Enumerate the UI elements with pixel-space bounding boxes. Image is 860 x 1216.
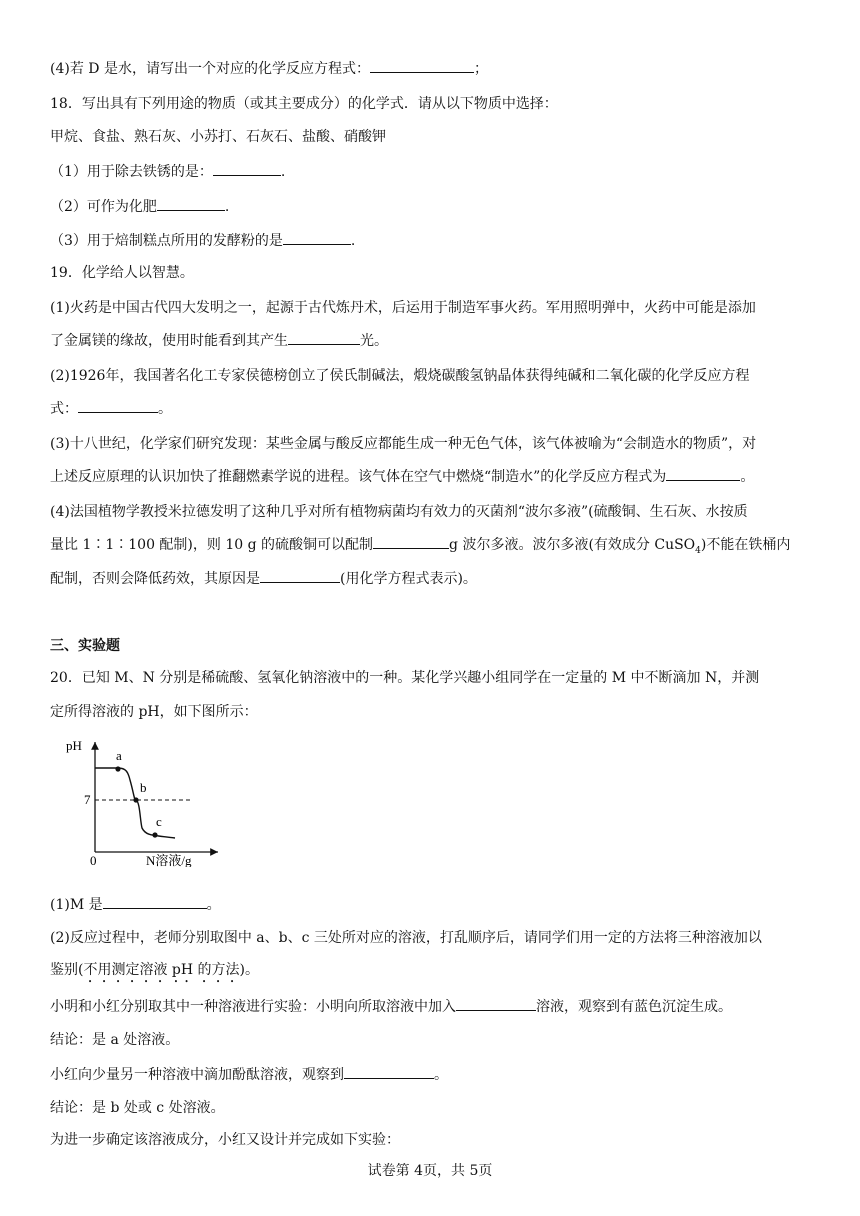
y-axis-label: pH (66, 738, 82, 753)
answer-blank[interactable] (157, 196, 225, 211)
q18-item1: （1）用于除去铁锈的是： . (50, 161, 285, 182)
q20-stem-line1: 20．已知 M、N 分别是稀硫酸、氢氧化钠溶液中的一种。某化学兴趣小组同学在一定量的 M 中不断滴加 N，并测 (50, 670, 760, 686)
point-b (133, 797, 138, 802)
answer-blank[interactable] (456, 996, 536, 1011)
label-a: a (116, 748, 122, 763)
q17-item4: (4)若 D 是水，请写出一个对应的化学反应方程式： ； (50, 58, 488, 79)
answer-blank[interactable] (666, 466, 740, 481)
q20-hong: 小红向少量另一种溶液中滴加酚酞溶液，观察到 。 (50, 1064, 448, 1085)
q19-p3-line1: (3)十八世纪，化学家们研究发现：某些金属与酸反应都能生成一种无色气体，该气体被喻为“会制造水的物质”，对 (50, 436, 757, 452)
answer-blank[interactable] (213, 161, 281, 176)
q19-p2-line2: 式： 。 (50, 398, 172, 419)
q20-item1: (1)M 是 。 (50, 894, 221, 915)
q19-p4-line3: 配制，否则会降低药效，其原因是 (用化学方程式表示)。 (50, 568, 477, 589)
ref-value-7: 7 (84, 792, 91, 807)
q19-stem: 19．化学给人以智慧。 (50, 265, 194, 281)
label-b: b (140, 780, 147, 795)
q19-p1-line1: (1)火药是中国古代四大发明之一，起源于古代炼丹术，后运用于制造军事火药。军用照明弹中，火药中可能是添加 (50, 300, 756, 316)
section-heading: 三、实验题 (50, 638, 120, 654)
origin-label: 0 (90, 853, 97, 867)
q20-further: 为进一步确定该溶液成分，小红又设计并完成如下实验： (50, 1132, 400, 1148)
q20-stem-line2: 定所得溶液的 pH，如下图所示： (50, 704, 258, 720)
q20-ming: 小明和小红分别取其中一种溶液进行实验：小明向所取溶液中加入 溶液，观察到有蓝色沉淀生成。 (50, 996, 732, 1017)
ph-curve (95, 768, 175, 838)
q17-item4-text: (4)若 D 是水，请写出一个对应的化学反应方程式： (50, 61, 370, 77)
page-footer: 试卷第 4页，共 5页 (367, 1163, 493, 1179)
q19-p3-line2: 上述反应原理的认识加快了推翻燃素学说的进程。该气体在空气中燃烧“制造水”的化学反应方程式为 。 (50, 466, 754, 487)
ph-curve-graph (60, 732, 230, 867)
answer-blank[interactable] (283, 230, 351, 245)
answer-blank[interactable] (78, 398, 158, 413)
q18-stem: 18．写出具有下列用途的物质（或其主要成分）的化学式．请从以下物质中选择： (50, 96, 558, 112)
answer-blank[interactable] (288, 330, 360, 345)
q20-item2-line1: (2)反应过程中，老师分别取图中 a、b、c 三处所对应的溶液，打乱顺序后，请同学们用一定的方法将三种溶液加以 (50, 930, 762, 946)
q19-p1-line2: 了金属镁的缘故，使用时能看到其产生 光。 (50, 330, 388, 351)
q18-item2: （2）可作为化肥 . (50, 196, 229, 217)
answer-blank[interactable] (260, 568, 340, 583)
answer-blank[interactable] (103, 894, 207, 909)
q19-p4-line2: 量比 1∶1∶100 配制)，则 10 g 的硫酸铜可以配制 g 波尔多液。波尔多液(有效成分 CuSO$_4$)不能在铁桶内 (50, 534, 790, 561)
answer-blank[interactable] (373, 534, 449, 549)
point-a (115, 766, 120, 771)
emphasized-text: 不用测定溶液 pH 的方法 (83, 962, 240, 978)
q20-item2-line2: 鉴别(不用测定溶液 pH 的方法)。 (50, 962, 260, 978)
q18-options: 甲烷、食盐、熟石灰、小苏打、石灰石、盐酸、硝酸钾 (50, 129, 386, 145)
point-c (152, 832, 157, 837)
q19-p4-line1: (4)法国植物学教授米拉德发明了这种几乎对所有植物病菌均有效力的灭菌剂“波尔多液”(硫酸铜、生石灰、水按质 (50, 504, 748, 520)
q20-conclusion2: 结论：是 b 处或 c 处溶液。 (50, 1100, 225, 1116)
q20-conclusion1: 结论：是 a 处溶液。 (50, 1032, 180, 1048)
q18-item3: （3）用于焙制糕点所用的发酵粉的是 . (50, 230, 355, 251)
q19-p2-line1: (2)1926年，我国著名化工专家侯德榜创立了侯氏制碱法，煅烧碳酸氢钠晶体获得纯碱和二氧化碳的化学反应方程 (50, 368, 750, 384)
answer-blank[interactable] (344, 1064, 434, 1079)
answer-blank[interactable] (370, 58, 474, 73)
x-axis-label: N溶液/g (146, 853, 192, 867)
label-c: c (156, 814, 162, 829)
